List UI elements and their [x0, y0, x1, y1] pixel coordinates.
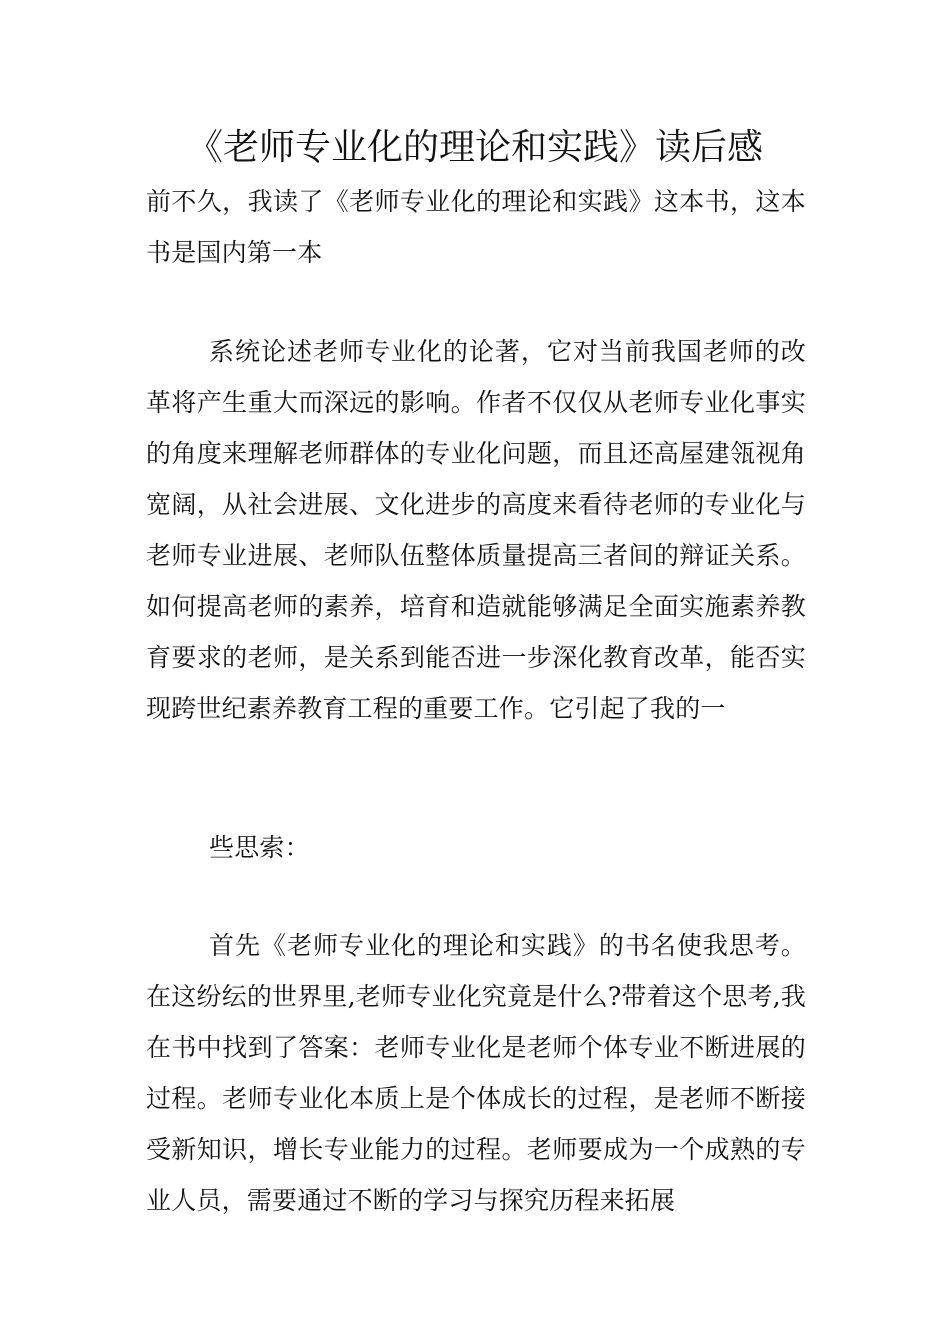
paragraph-first-point: 首先《老师专业化的理论和实践》的书名使我思考。在这纷纭的世界里,老师专业化究竟是什么?带着这个思考,我在书中找到了答案：老师专业化是老师个体专业不断进展的过程。老师专业化本质上是个体成长的过程，是老师不断接受新知识，增长专业能力的过程。老师要成为一个成熟的专业人员，需要通过不断的学习与探究历程来拓展	[146, 931, 806, 1215]
document-title: 《老师专业化的理论和实践》读后感	[186, 127, 763, 168]
paragraph-overview: 系统论述老师专业化的论著，它对当前我国老师的改革将产生重大而深远的影响。作者不仅仅从老师专业化事实的角度来理解老师群体的专业化问题，而且还高屋建瓴视角宽阔，从社会进展、文化进步的高度来看待老师的专业化与老师专业进展、老师队伍整体质量提高三者间的辩证关系。如何提高老师的素养，培育和造就能够满足全面实施素养教育要求的老师，是关系到能否进一步深化教育改革，能否实现跨世纪素养教育工程的重要工作。它引起了我的一	[146, 337, 806, 723]
paragraph-intro: 前不久，我读了《老师专业化的理论和实践》这本书，这本书是国内第一本	[146, 187, 806, 267]
paragraph-thoughts-lead: 些思索：	[209, 833, 310, 862]
